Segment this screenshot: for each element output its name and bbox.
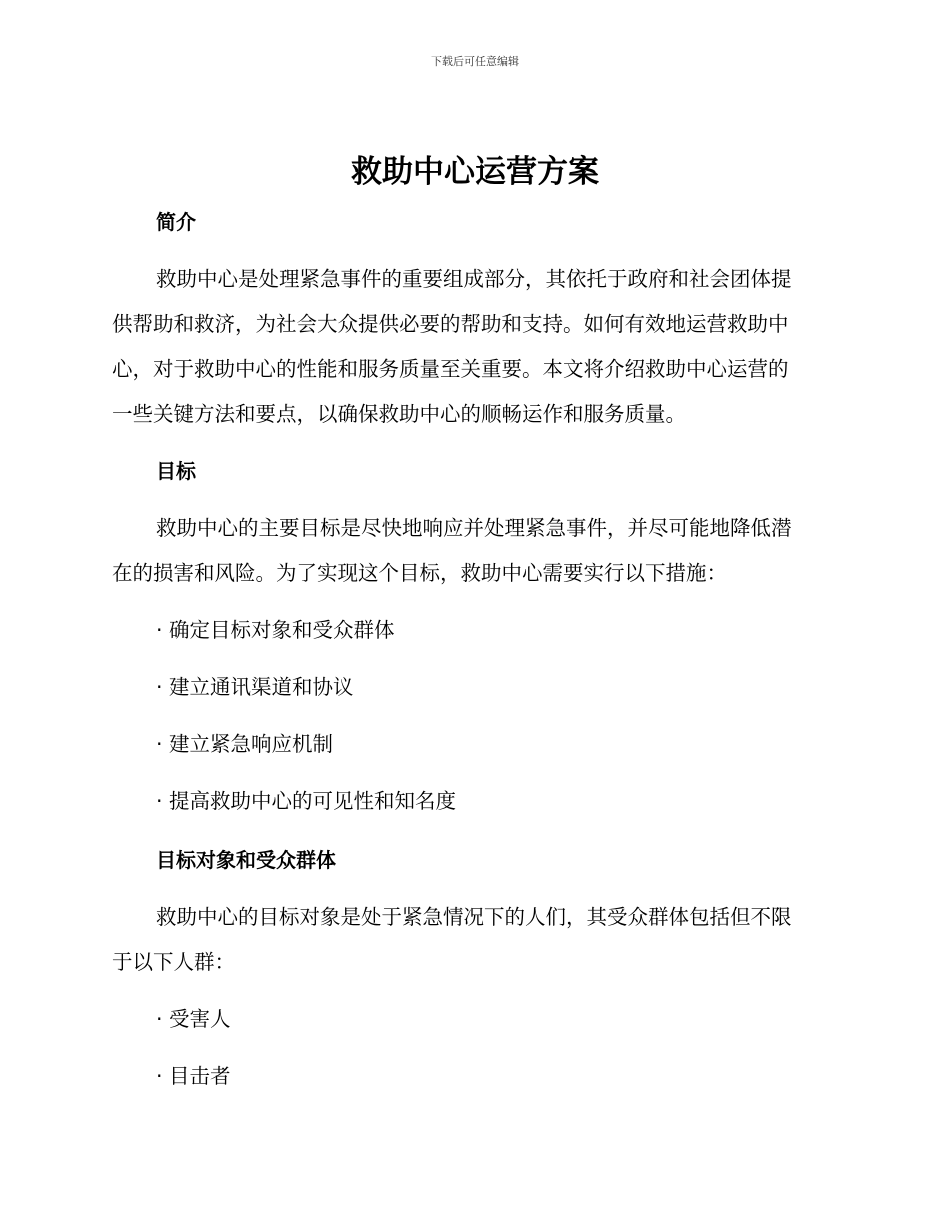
intro-paragraph-line: 一些关键方法和要点，以确保救助中心的顺畅运作和服务质量。 <box>112 402 686 426</box>
audience-bullet-item: · 受害人 <box>156 1007 231 1031</box>
page-header-note: 下载后可任意编辑 <box>431 55 519 68</box>
goals-bullet-item: · 提高救助中心的可见性和知名度 <box>156 789 457 813</box>
section-heading-audience: 目标对象和受众群体 <box>156 848 336 872</box>
goals-bullet-item: · 确定目标对象和受众群体 <box>156 618 395 642</box>
section-heading-goals: 目标 <box>156 459 196 483</box>
goals-paragraph-line: 救助中心的主要目标是尽快地响应并处理紧急事件，并尽可能地降低潜 <box>156 516 792 540</box>
section-heading-intro: 简介 <box>156 210 196 234</box>
goals-bullet-item: · 建立通讯渠道和协议 <box>156 675 354 699</box>
goals-paragraph-line: 在的损害和风险。为了实现这个目标，救助中心需要实行以下措施： <box>112 561 727 585</box>
audience-bullet-item: · 目击者 <box>156 1064 231 1088</box>
intro-paragraph-line: 救助中心是处理紧急事件的重要组成部分，其依托于政府和社会团体提 <box>156 267 792 291</box>
goals-bullet-item: · 建立紧急响应机制 <box>156 732 334 756</box>
audience-paragraph-line: 救助中心的目标对象是处于紧急情况下的人们，其受众群体包括但不限 <box>156 905 792 929</box>
audience-paragraph-line: 于以下人群： <box>112 950 235 974</box>
intro-paragraph-line: 供帮助和救济，为社会大众提供必要的帮助和支持。如何有效地运营救助中 <box>112 312 789 336</box>
intro-paragraph-line: 心，对于救助中心的性能和服务质量至关重要。本文将介绍救助中心运营的 <box>112 357 789 381</box>
document-title: 救助中心运营方案 <box>351 154 599 190</box>
